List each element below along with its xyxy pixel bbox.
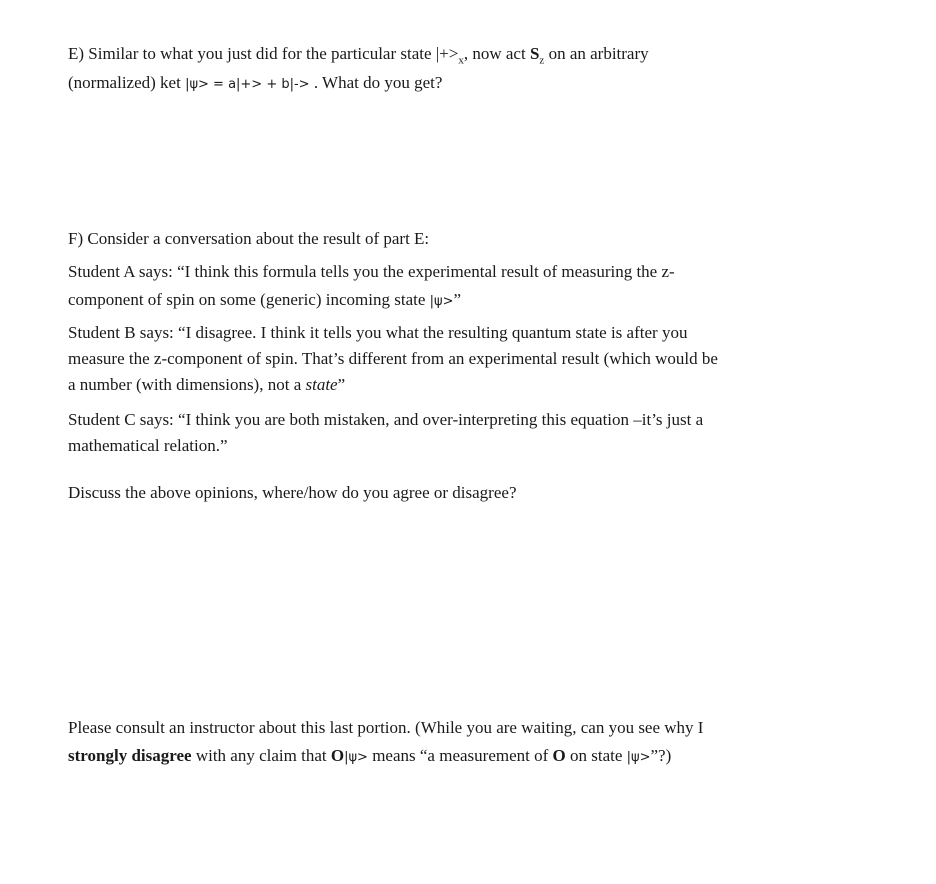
consult-line-2: strongly disagree with any claim that O|ψ> means “a measurement of O on state |ψ>”?): [68, 746, 672, 765]
part-e-line-2: (normalized) ket |ψ> = a|+> + b|-> . What do you get?: [68, 73, 443, 92]
part-f-heading: F) Consider a conversation about the result of part E:: [68, 229, 430, 248]
operator-s: S: [529, 44, 540, 63]
student-a-line-2: component of spin on some (generic) incoming state |ψ>”: [68, 290, 462, 309]
student-b-line-1: Student B says: “I disagree. I think it tells you what the resulting quantum state is after you: [68, 323, 688, 342]
ket-expression: |ψ> = a|+> + b|->: [185, 77, 310, 92]
consult-line-1: Please consult an instructor about this last portion. (While you are waiting, can you see why I: [68, 718, 704, 737]
part-e-line-1: E) Similar to what you just did for the particular state $|+>_x$, now act $S_z$ on an arbitrary: [68, 44, 649, 67]
student-c-line-2: mathematical relation.”: [68, 436, 228, 455]
student-b-line-2: measure the z-component of spin. That’s different from an experimental result (which would be: [68, 349, 718, 368]
student-b-line-3: a number (with dimensions), not a state”: [68, 375, 346, 394]
discussion-question: Discuss the above opinions, where/how do you agree or disagree?: [68, 483, 517, 502]
student-c-line-1: Student C says: “I think you are both mistaken, and over-interpreting this equation –it’s just a: [68, 410, 704, 429]
student-a-line-1: Student A says: “I think this formula tells you the experimental result of measuring the z-: [68, 262, 675, 281]
